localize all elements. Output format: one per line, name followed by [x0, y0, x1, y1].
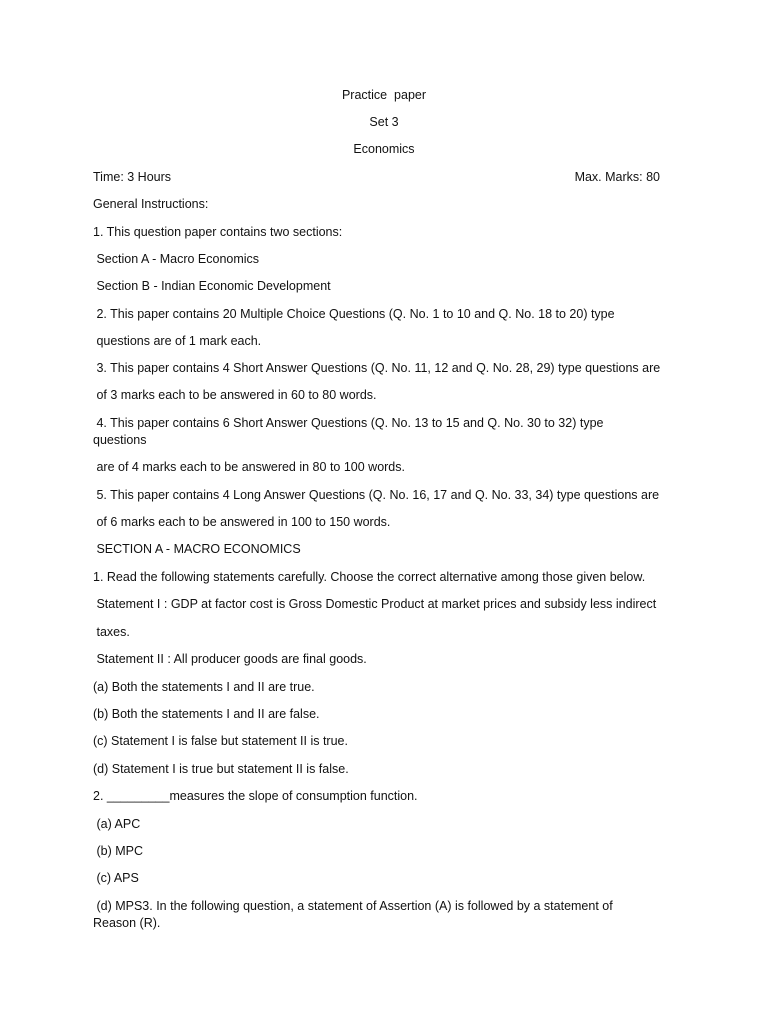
question-line: 2. _________measures the slope of consumption function.: [93, 789, 418, 803]
option-line: (d) MPS3. In the following question, a statement of Assertion (A) is followed by a statement of: [93, 899, 613, 913]
instruction-line: of 6 marks each to be answered in 100 to 150 words.: [93, 515, 391, 529]
section-a-heading: SECTION A - MACRO ECONOMICS: [93, 542, 301, 556]
instruction-line: 2. This paper contains 20 Multiple Choice Questions (Q. No. 1 to 10 and Q. No. 18 to 20) type: [93, 307, 615, 321]
instruction-line: of 3 marks each to be answered in 60 to 80 words.: [93, 388, 377, 402]
question-line: Statement I : GDP at factor cost is Gross Domestic Product at market prices and subsidy less indirect: [93, 597, 657, 611]
instruction-line: 1. This question paper contains two sections:: [93, 225, 343, 239]
instruction-line: are of 4 marks each to be answered in 80 to 100 words.: [93, 460, 405, 474]
question-line: Statement II : All producer goods are final goods.: [93, 652, 367, 666]
instruction-line: questions: [93, 433, 147, 447]
instruction-line: Section A - Macro Economics: [93, 252, 260, 266]
paper-title: Practice paper: [341, 88, 427, 102]
question-line: taxes.: [93, 625, 130, 639]
paper-set: Set 3: [369, 115, 399, 129]
option-line: (d) Statement I is true but statement II is false.: [93, 762, 349, 776]
question-line: 1. Read the following statements carefully. Choose the correct alternative among those given below.: [93, 570, 646, 584]
instruction-line: Section B - Indian Economic Development: [93, 279, 331, 293]
option-line: (b) MPC: [93, 844, 143, 858]
instruction-line: 3. This paper contains 4 Short Answer Questions (Q. No. 11, 12 and Q. No. 28, 29) type questions are: [93, 361, 661, 375]
option-line: (c) Statement I is false but statement II is true.: [93, 734, 348, 748]
paper-subject: Economics: [353, 142, 415, 156]
instruction-line: questions are of 1 mark each.: [93, 334, 262, 348]
option-line: (a) APC: [93, 817, 141, 831]
instruction-line: 4. This paper contains 6 Short Answer Questions (Q. No. 13 to 15 and Q. No. 30 to 32) type: [93, 416, 604, 430]
question-line: Reason (R).: [93, 916, 161, 930]
option-line: (b) Both the statements I and II are false.: [93, 707, 320, 721]
time-label: Time: 3 Hours: [93, 170, 172, 184]
option-line: (a) Both the statements I and II are true.: [93, 680, 315, 694]
instruction-line: 5. This paper contains 4 Long Answer Questions (Q. No. 16, 17 and Q. No. 33, 34) type questions are: [93, 488, 660, 502]
max-marks-label: Max. Marks: 80: [574, 170, 660, 184]
instructions-heading: General Instructions:: [93, 197, 209, 211]
option-line: (c) APS: [93, 871, 139, 885]
